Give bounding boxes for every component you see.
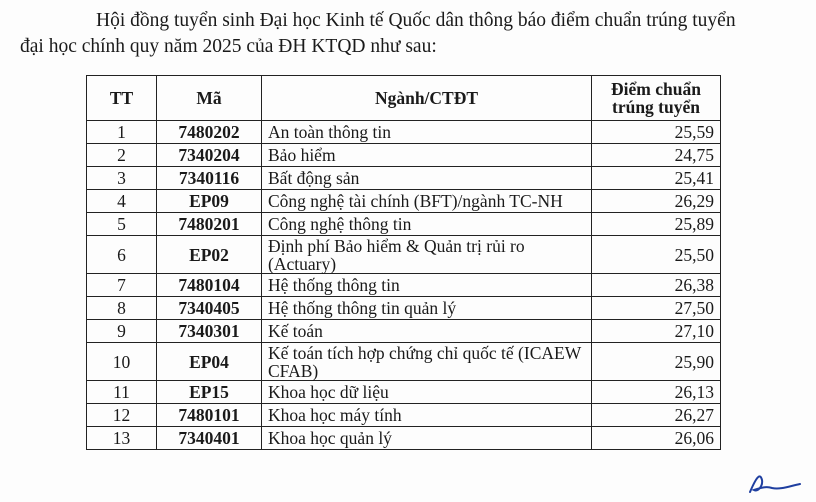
cell-nganh: Khoa học máy tính [262, 404, 592, 427]
table-row [87, 320, 721, 343]
table-row [87, 144, 721, 167]
admission-score-table [86, 75, 721, 450]
table-row [87, 121, 721, 144]
cell-nganh: Định phí Bảo hiểm & Quản trị rủi ro (Actuary) [262, 236, 592, 274]
cell-tt: 13 [87, 427, 157, 450]
cell-tt: 1 [87, 121, 157, 144]
cell-ma: EP04 [157, 343, 262, 381]
cell-tt: 5 [87, 213, 157, 236]
cell-ma: 7480201 [157, 213, 262, 236]
header-ma: Mã [157, 76, 262, 121]
cell-nganh: Công nghệ thông tin [262, 213, 592, 236]
cell-tt: 12 [87, 404, 157, 427]
cell-tt: 4 [87, 190, 157, 213]
cell-nganh: Hệ thống thông tin quản lý [262, 297, 592, 320]
table-row [87, 213, 721, 236]
table-row [87, 427, 721, 450]
cell-nganh: An toàn thông tin [262, 121, 592, 144]
cell-ma: EP09 [157, 190, 262, 213]
cell-ma: 7480104 [157, 274, 262, 297]
cell-diem: 25,41 [592, 167, 721, 190]
cell-diem: 24,75 [592, 144, 721, 167]
header-diem: Điểm chuẩn trúng tuyển [592, 76, 721, 121]
cell-diem: 27,10 [592, 320, 721, 343]
cell-diem: 25,50 [592, 236, 721, 274]
signature-mark [746, 470, 802, 496]
cell-diem: 25,59 [592, 121, 721, 144]
cell-diem: 26,29 [592, 190, 721, 213]
cell-diem: 26,13 [592, 381, 721, 404]
cell-nganh: Khoa học quản lý [262, 427, 592, 450]
cell-nganh: Bảo hiểm [262, 144, 592, 167]
cell-tt: 9 [87, 320, 157, 343]
announcement-line-1: Hội đồng tuyển sinh Đại học Kinh tế Quốc dân thông báo điểm chuẩn trúng tuyển [96, 10, 736, 31]
cell-diem: 26,38 [592, 274, 721, 297]
table-row [87, 381, 721, 404]
cell-nganh: Khoa học dữ liệu [262, 381, 592, 404]
cell-ma: 7340401 [157, 427, 262, 450]
cell-diem: 25,90 [592, 343, 721, 381]
cell-nganh: Kế toán [262, 320, 592, 343]
table-row [87, 167, 721, 190]
announcement-text [20, 8, 810, 60]
cell-tt: 8 [87, 297, 157, 320]
cell-nganh: Hệ thống thông tin [262, 274, 592, 297]
table-row [87, 404, 721, 427]
cell-diem: 27,50 [592, 297, 721, 320]
cell-tt: 6 [87, 236, 157, 274]
cell-ma: 7340301 [157, 320, 262, 343]
cell-tt: 11 [87, 381, 157, 404]
cell-nganh: Bất động sản [262, 167, 592, 190]
table-row [87, 343, 721, 381]
cell-ma: 7480202 [157, 121, 262, 144]
table-body [87, 121, 721, 450]
cell-nganh: Công nghệ tài chính (BFT)/ngành TC-NH [262, 190, 592, 213]
cell-ma: EP15 [157, 381, 262, 404]
header-nganh: Ngành/CTĐT [262, 76, 592, 121]
cell-ma: 7340116 [157, 167, 262, 190]
table-row [87, 236, 721, 274]
cell-diem: 26,06 [592, 427, 721, 450]
announcement-line-2: đại học chính quy năm 2025 của ĐH KTQD như sau: [20, 36, 437, 57]
table-row [87, 190, 721, 213]
cell-tt: 3 [87, 167, 157, 190]
table-row [87, 274, 721, 297]
cell-diem: 25,89 [592, 213, 721, 236]
cell-tt: 10 [87, 343, 157, 381]
cell-ma: EP02 [157, 236, 262, 274]
header-tt: TT [87, 76, 157, 121]
cell-nganh: Kế toán tích hợp chứng chỉ quốc tế (ICAEW CFAB) [262, 343, 592, 381]
cell-diem: 26,27 [592, 404, 721, 427]
cell-ma: 7340204 [157, 144, 262, 167]
table-header-row [87, 76, 721, 121]
cell-tt: 7 [87, 274, 157, 297]
table-row [87, 297, 721, 320]
cell-tt: 2 [87, 144, 157, 167]
cell-ma: 7340405 [157, 297, 262, 320]
cell-ma: 7480101 [157, 404, 262, 427]
